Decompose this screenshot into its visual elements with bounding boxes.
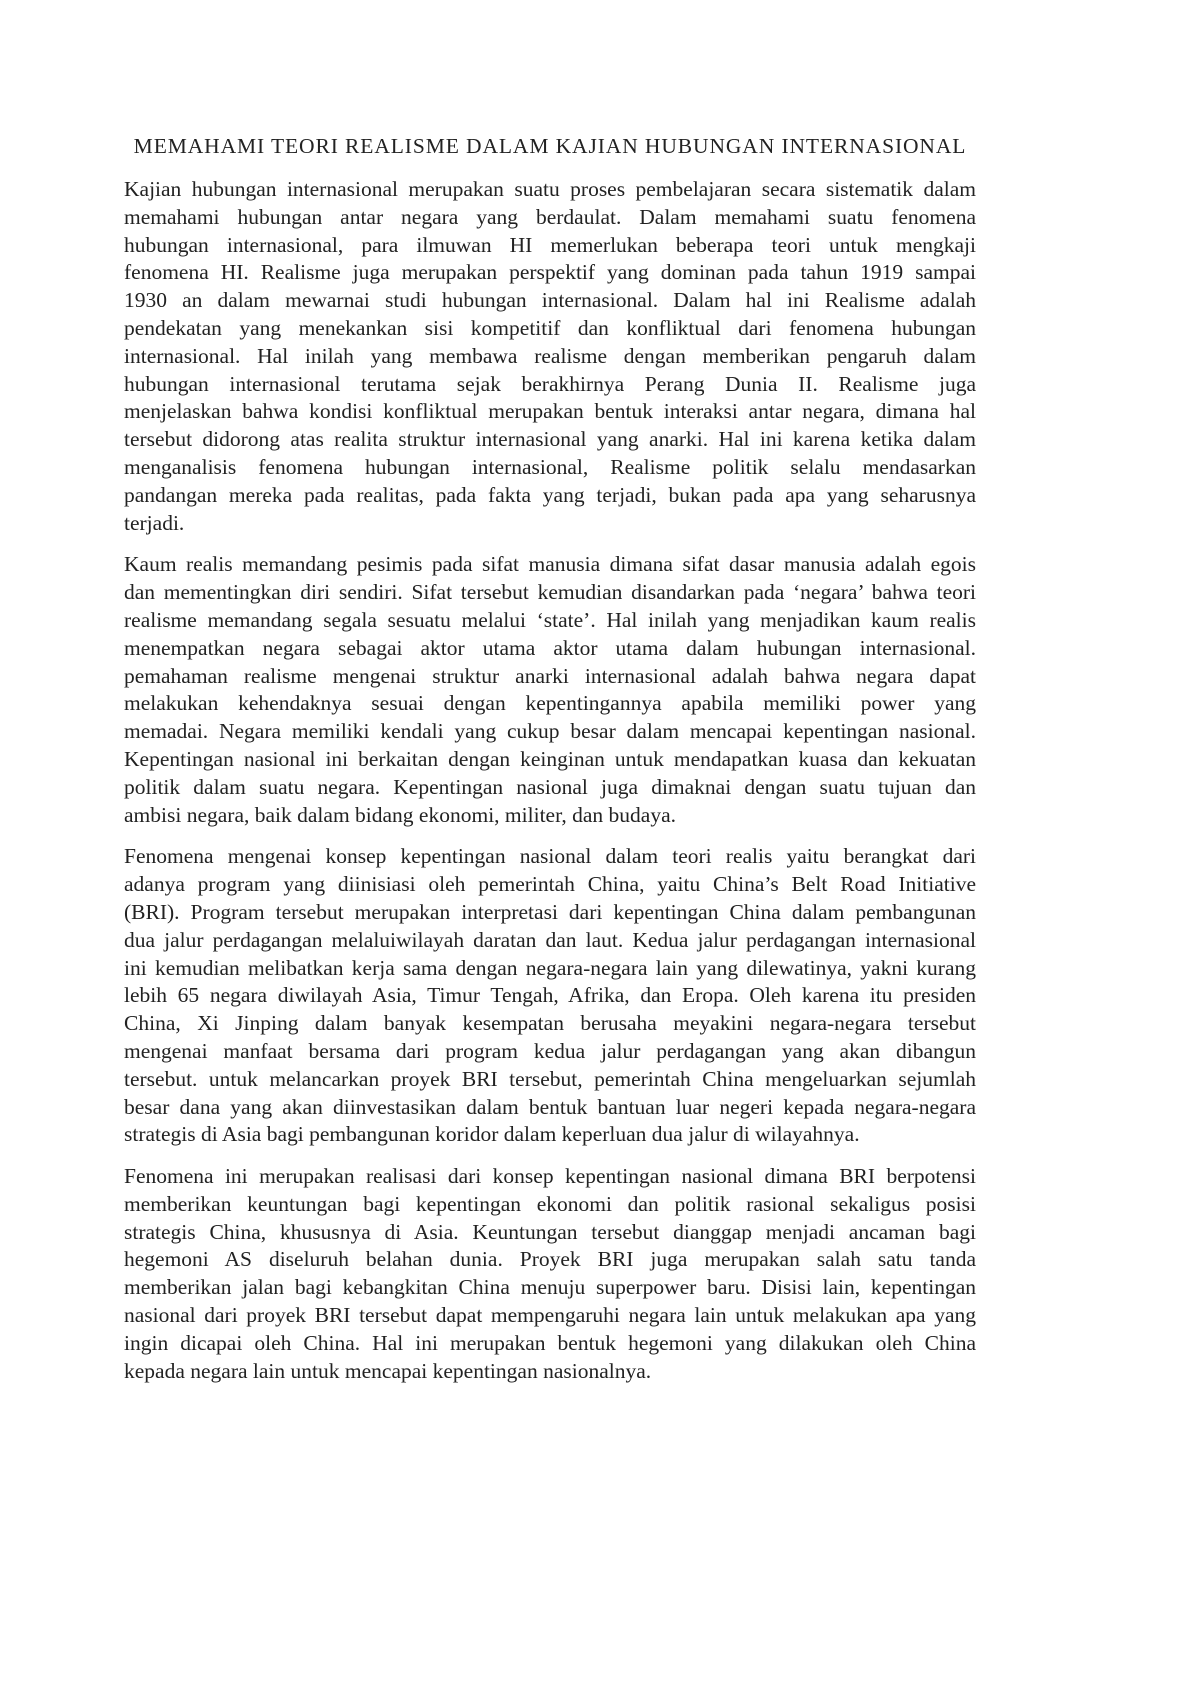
paragraph-line: melakukan kehendaknya sesuai dengan kepentingannya apabila memiliki power yang xyxy=(124,691,976,716)
paragraph-line: fenomena HI. Realisme juga merupakan perspektif yang dominan pada tahun 1919 sampai xyxy=(124,260,976,285)
paragraph-line: 1930 an dalam mewarnai studi hubungan internasional. Dalam hal ini Realisme adalah xyxy=(124,288,976,313)
paragraph-line: Fenomena ini merupakan realisasi dari konsep kepentingan nasional dimana BRI berpotensi xyxy=(124,1164,976,1189)
paragraph-line: menganalisis fenomena hubungan internasional, Realisme politik selalu mendasarkan xyxy=(124,454,976,479)
paragraph-line: ingin dicapai oleh China. Hal ini merupakan bentuk hegemoni yang dilakukan oleh China xyxy=(124,1330,976,1355)
paragraph-line: menjelaskan bahwa kondisi konfliktual merupakan bentuk interaksi antar negara, dimana hal xyxy=(124,399,976,424)
paragraph-line: Fenomena mengenai konsep kepentingan nasional dalam teori realis yaitu berangkat dari xyxy=(124,844,976,869)
paragraph-line: (BRI). Program tersebut merupakan interpretasi dari kepentingan China dalam pembangunan xyxy=(124,899,976,924)
paragraph-line: memahami hubungan antar negara yang berdaulat. Dalam memahami suatu fenomena xyxy=(124,204,976,229)
paragraph-line: tersebut didorong atas realita struktur internasional yang anarki. Hal ini karena ketika dalam xyxy=(124,427,976,452)
paragraph-line: hubungan internasional terutama sejak berakhirnya Perang Dunia II. Realisme juga xyxy=(124,371,976,396)
paragraph-line: Kajian hubungan internasional merupakan suatu proses pembelajaran secara sistematik dalam xyxy=(124,177,976,201)
paragraph-line: internasional. Hal inilah yang membawa realisme dengan memberikan pengaruh dalam xyxy=(124,343,976,368)
paragraph-line: dua jalur perdagangan melaluiwilayah daratan dan laut. Kedua jalur perdagangan internasional xyxy=(124,927,976,952)
paragraph-line: realisme memandang segala sesuatu melalui ‘state’. Hal inilah yang menjadikan kaum realis xyxy=(124,607,976,632)
paragraph-line: hegemoni AS diseluruh belahan dunia. Proyek BRI juga merupakan salah satu tanda xyxy=(124,1247,976,1272)
paragraph-line: strategis di Asia bagi pembangunan koridor dalam keperluan dua jalur di wilayahnya. xyxy=(124,1122,860,1147)
paragraph-line: Kepentingan nasional ini berkaitan dengan keinginan untuk mendapatkan kuasa dan kekuatan xyxy=(124,746,976,771)
paragraph-line: lebih 65 negara diwilayah Asia, Timur Tengah, Afrika, dan Eropa. Oleh karena itu presiden xyxy=(124,983,976,1008)
paragraph-line: pandangan mereka pada realitas, pada fakta yang terjadi, bukan pada apa yang seharusnya xyxy=(124,482,976,507)
paragraph-line: nasional dari proyek BRI tersebut dapat mempengaruhi negara lain untuk melakukan apa yang xyxy=(124,1303,976,1328)
paragraph xyxy=(124,843,976,1149)
paragraph-line: kepada negara lain untuk mencapai kepentingan nasionalnya. xyxy=(124,1358,652,1383)
document-title: MEMAHAMI TEORI REALISME DALAM KAJIAN HUBUNGAN INTERNASIONAL xyxy=(133,134,967,158)
paragraph-line: terjadi. xyxy=(124,510,185,535)
paragraph-line: politik dalam suatu negara. Kepentingan nasional juga dimaknai dengan suatu tujuan dan xyxy=(124,774,976,799)
paragraph-line: menempatkan negara sebagai aktor utama aktor utama dalam hubungan internasional. xyxy=(124,635,976,660)
paragraph-line: adanya program yang diinisiasi oleh pemerintah China, yaitu China’s Belt Road Initiative xyxy=(124,872,976,897)
paragraph-line: tersebut. untuk melancarkan proyek BRI tersebut, pemerintah China mengeluarkan sejumlah xyxy=(124,1066,976,1091)
paragraph-line: strategis China, khususnya di Asia. Keuntungan tersebut dianggap menjadi ancaman bagi xyxy=(124,1219,976,1244)
paragraph-line: pendekatan yang menekankan sisi kompetitif dan konfliktual dari fenomena hubungan xyxy=(124,315,976,340)
paragraph-line: China, Xi Jinping dalam banyak kesempatan berusaha meyakini negara-negara tersebut xyxy=(124,1011,976,1036)
paragraph-line: ini kemudian melibatkan kerja sama dengan negara-negara lain yang dilewatinya, yakni kurang xyxy=(124,955,976,980)
document-body xyxy=(124,176,976,1399)
paragraph-line: memberikan keuntungan bagi kepentingan ekonomi dan politik rasional sekaligus posisi xyxy=(124,1191,976,1216)
paragraph xyxy=(124,551,976,829)
paragraph-line: besar dana yang akan diinvestasikan dalam bentuk bantuan luar negeri kepada negara-negara xyxy=(124,1094,976,1119)
paragraph-line: hubungan internasional, para ilmuwan HI memerlukan beberapa teori untuk mengkaji xyxy=(124,232,976,257)
paragraph-line: memadai. Negara memiliki kendali yang cukup besar dalam mencapai kepentingan nasional. xyxy=(124,719,976,744)
paragraph-line: pemahaman realisme mengenai struktur anarki internasional adalah bahwa negara dapat xyxy=(124,663,976,688)
paragraph xyxy=(124,176,976,537)
paragraph xyxy=(124,1163,976,1385)
paragraph-line: Kaum realis memandang pesimis pada sifat manusia dimana sifat dasar manusia adalah egois xyxy=(124,552,976,577)
paragraph-line: ambisi negara, baik dalam bidang ekonomi, militer, dan budaya. xyxy=(124,802,677,827)
paragraph-line: memberikan jalan bagi kebangkitan China menuju superpower baru. Disisi lain, kepentingan xyxy=(124,1275,976,1300)
paragraph-line: mengenai manfaat bersama dari program kedua jalur perdagangan yang akan dibangun xyxy=(124,1038,976,1063)
paragraph-line: dan mementingkan diri sendiri. Sifat tersebut kemudian disandarkan pada ‘negara’ bahwa teori xyxy=(124,580,976,605)
